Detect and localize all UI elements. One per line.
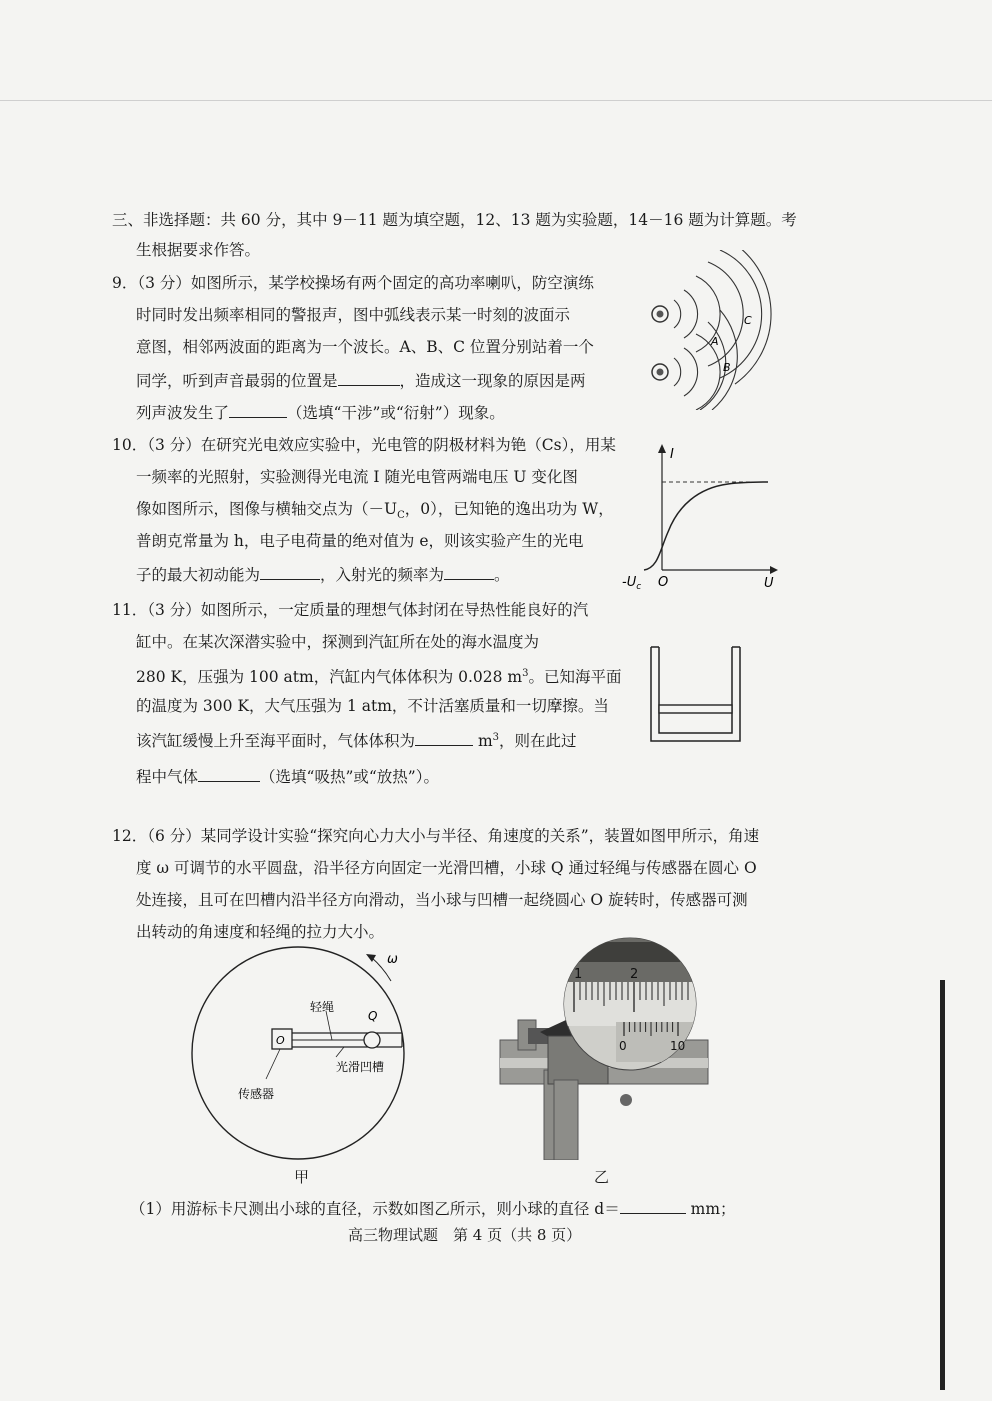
neg-uc-label: $-U_c$ [622, 575, 642, 592]
cylinder-inner [659, 647, 732, 733]
q10-line3-text-a: 像如图所示，图像与横轴交点为（－U [136, 500, 398, 518]
page-footer: 高三物理试题 第 4 页（共 8 页） [348, 1226, 582, 1244]
vernier-label-0: 0 [619, 1039, 627, 1053]
q10-line3-text-b: ，0），已知铯的逸出功为 W， [404, 500, 614, 518]
q10-answer-blank-1[interactable] [260, 563, 320, 580]
q11-line3-sup: 3 [522, 668, 529, 679]
q10-line1: 10．（3 分）在研究光电效应实验中，光电管的阴极材料为铯（Cs），用某 [112, 436, 616, 454]
q12-line2: 度 ω 可调节的水平圆盘，沿半径方向固定一光滑凹槽，小球 Q 通过轻绳与传感器在圆心 O [136, 859, 757, 877]
section-header-line1: 三、非选择题：共 60 分，其中 9－11 题为填空题，12、13 题为实验题，14－16 题为计算题。考 [112, 211, 797, 229]
q10-line5-text-c: 。 [494, 566, 510, 584]
q11-line3 [136, 664, 622, 687]
q11-line6 [136, 765, 439, 787]
q9-line5 [136, 401, 505, 423]
sensor-label: 传感器 [238, 1087, 275, 1101]
ball-q [364, 1032, 380, 1048]
q9-line4 [136, 369, 586, 391]
label-B: B [723, 361, 731, 374]
groove-label: 光滑凹槽 [336, 1060, 385, 1074]
q12-sub1-text-a: （1）用游标卡尺测出小球的直径，示数如图乙所示，则小球的直径 d＝ [130, 1200, 620, 1218]
q12-figure-yi [490, 928, 730, 1160]
i-axis-label: I [670, 447, 674, 462]
q12-sub1-text-b: mm； [685, 1200, 736, 1218]
main-scale-label-2: 2 [630, 967, 639, 982]
piston [659, 705, 732, 713]
q11-answer-blank-1[interactable] [415, 729, 473, 746]
q9-line3: 意图，相邻两波面的距离为一个波长。A、B、C 位置分别站着一个 [136, 338, 594, 356]
cylinder-outer [651, 647, 740, 741]
scan-edge-line [0, 100, 992, 101]
q11-cylinder-figure [648, 645, 744, 745]
q10-iv-graph [618, 440, 788, 595]
caliper-lower-jaw-slide [554, 1080, 578, 1160]
omega-label: ω [387, 952, 398, 967]
section-header-line2: 生根据要求作答。 [136, 241, 261, 259]
q11-line5-text-b: m [473, 732, 493, 751]
label-C: C [744, 314, 752, 327]
q11-line3-text-a: 280 K，压强为 100 atm，汽缸内气体体积为 0.028 m [136, 668, 523, 687]
q12-figure-jia [176, 945, 426, 1163]
center-label: O [276, 1034, 285, 1047]
ball-label: Q [368, 1009, 378, 1023]
q10-line4: 普朗克常量为 h，电子电荷量的绝对值为 e，则该实验产生的光电 [136, 532, 584, 550]
caption-jia: 甲 [294, 1168, 310, 1186]
q11-line4: 的温度为 300 K，大气压强为 1 atm，不计活塞质量和一切摩擦。当 [136, 697, 609, 715]
q11-line1: 11．（3 分）如图所示，一定质量的理想气体封闭在导热性能良好的汽 [112, 601, 589, 619]
q11-answer-blank-2[interactable] [198, 765, 260, 782]
q9-line5-text-b: （选填“干涉”或“衍射”）现象。 [287, 404, 505, 422]
q12-line1: 12．（6 分）某同学设计实验“探究向心力大小与半径、角速度的关系”，装置如图甲所示，角速 [112, 827, 760, 845]
q10-line3-sub: C [397, 510, 405, 522]
q10-line5-text-a: 子的最大初动能为 [136, 566, 261, 584]
q9-answer-blank-1[interactable] [338, 369, 400, 386]
label-A: A [711, 335, 719, 348]
u-axis-label: U [764, 576, 774, 591]
q12-sub1 [130, 1197, 736, 1219]
q12-line4: 出转动的角速度和轻绳的拉力大小。 [136, 923, 385, 941]
q10-line2: 一频率的光照射，实验测得光电流 I 随光电管两端电压 U 变化图 [136, 468, 578, 486]
q9-line4-text-a: 同学，听到声音最弱的位置是 [136, 372, 338, 390]
q11-line6-text-b: （选填“吸热”或“放热”）。 [260, 768, 439, 786]
q11-line5-text-c: ，则在此过 [499, 732, 577, 751]
q11-line6-text-a: 程中气体 [136, 768, 199, 786]
turntable-disc [192, 947, 404, 1159]
q12-answer-blank-1[interactable] [620, 1197, 686, 1214]
q9-line5-text-a: 列声波发生了 [136, 404, 230, 422]
q12-line3: 处连接，且可在凹槽内沿半径方向滑动，当小球与凹槽一起绕圆心 O 旋转时，传感器可测 [136, 891, 748, 909]
q11-line3-text-b: 。已知海平面 [528, 668, 622, 687]
q11-line2: 缸中。在某次深潜实验中，探测到汽缸所在处的海水温度为 [136, 633, 540, 651]
q10-line3 [136, 499, 614, 526]
scan-edge-mark [940, 980, 945, 1390]
q11-line5-text-a: 该汽缸缓慢上升至海平面时，气体体积为 [136, 732, 416, 751]
q11-line5 [136, 728, 577, 751]
main-scale-label-1: 1 [574, 967, 583, 982]
caption-yi: 乙 [594, 1168, 610, 1186]
caliper-lock-screw [620, 1094, 632, 1106]
q9-line1: 9．（3 分）如图所示，某学校操场有两个固定的高功率喇叭，防空演练 [112, 274, 594, 292]
q11-line5-sup: 3 [492, 732, 500, 743]
rope-label: 轻绳 [310, 1000, 335, 1014]
q9-line4-text-b: ，造成这一现象的原因是两 [399, 372, 586, 390]
q9-wave-figure [640, 250, 780, 410]
q10-line5 [136, 563, 510, 585]
vernier-label-10: 10 [670, 1039, 686, 1053]
q9-line2: 时同时发出频率相同的警报声，图中弧线表示某一时刻的波面示 [136, 306, 571, 324]
q10-line5-text-b: ，入射光的频率为 [320, 566, 445, 584]
q10-answer-blank-2[interactable] [444, 563, 494, 580]
q9-answer-blank-2[interactable] [229, 401, 287, 418]
origin-label: O [658, 575, 669, 590]
